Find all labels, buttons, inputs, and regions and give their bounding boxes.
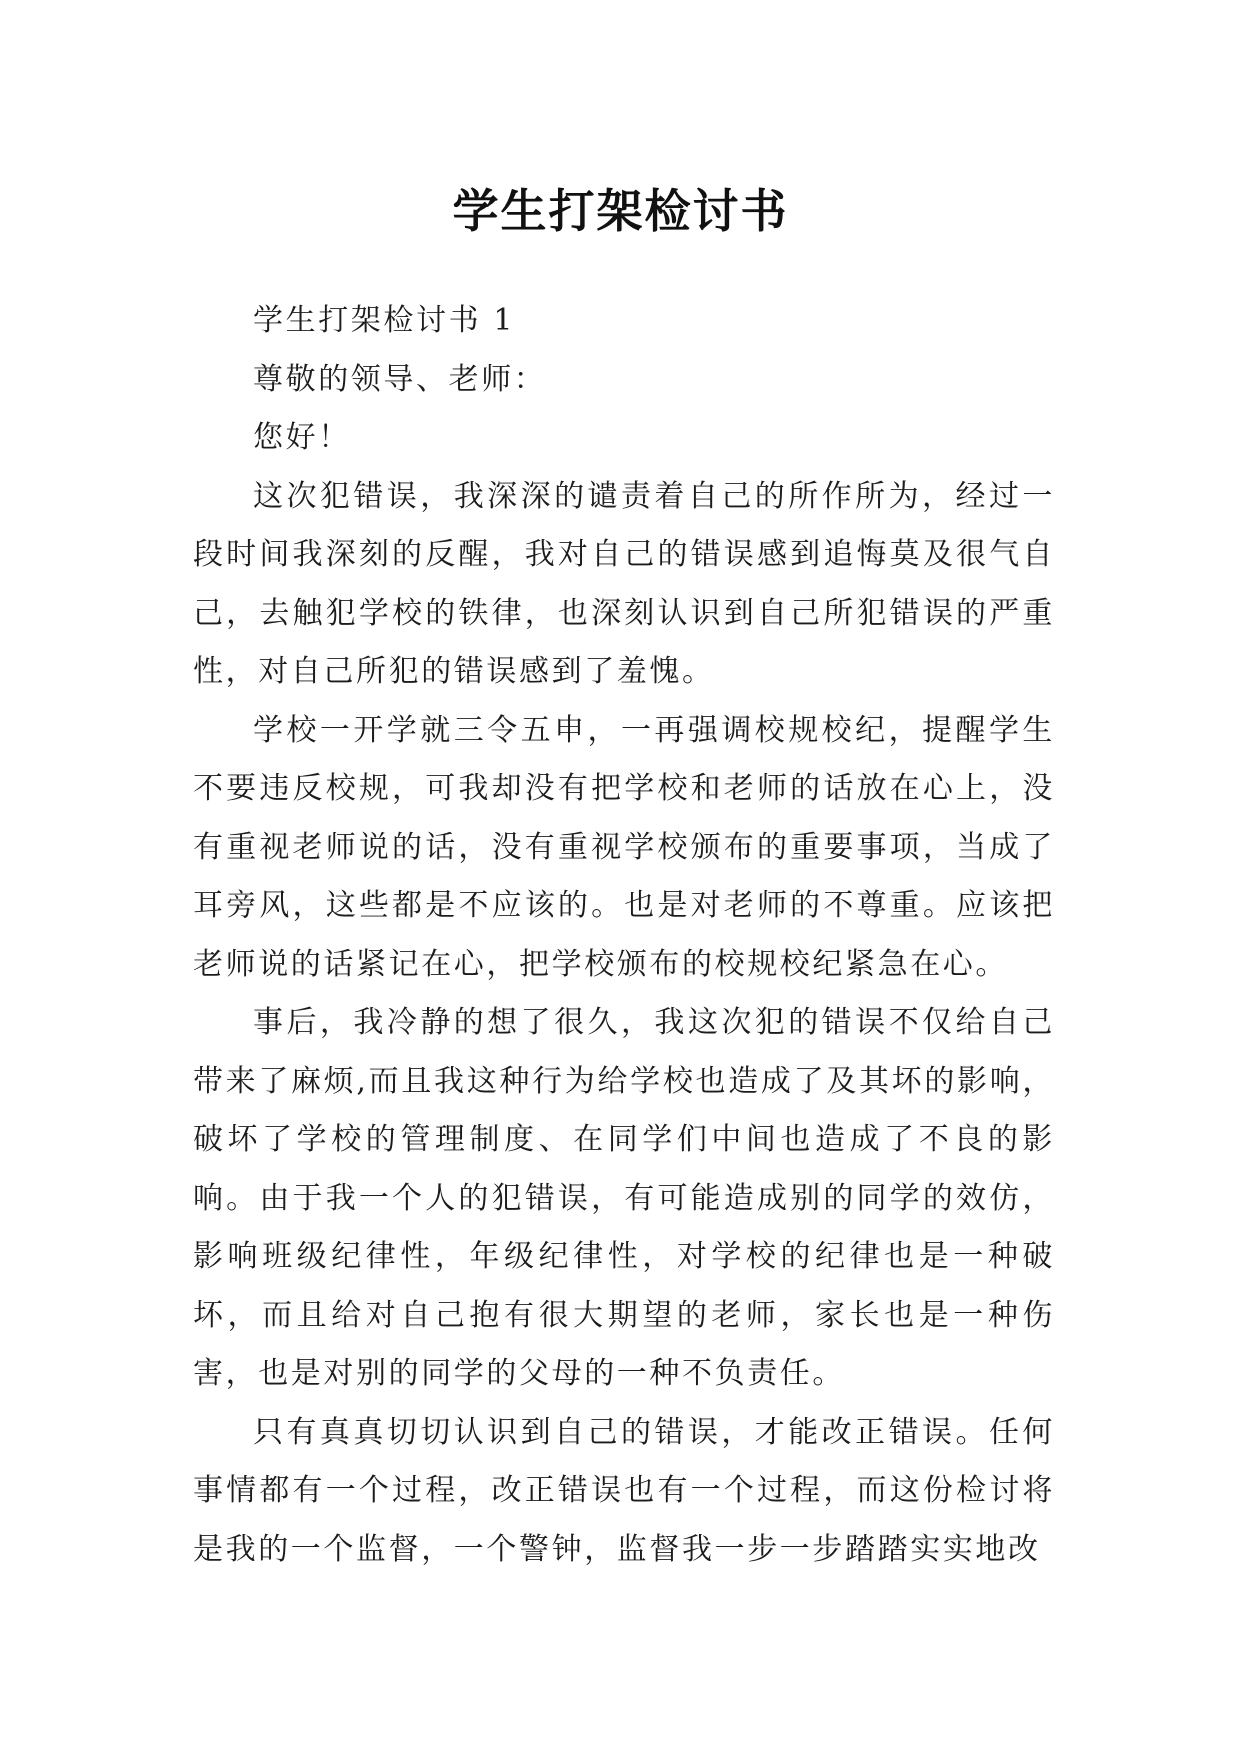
salutation: 尊敬的领导、老师： [253, 361, 547, 397]
paragraph-3: 事后，我冷静的想了很久，我这次犯的错误不仅给自己带来了麻烦,而且我这种行为给学校也造成了及其坏的影响，破坏了学校的管理制度、在同学们中间也造成了不良的影响。由于我一个人的犯错误，有可能造成别的同学的效仿，影响班级纪律性，年级纪律性，对学校的纪律也是一种破坏，而且给对自己抱有很大期望的老师，家长也是一种伤害，也是对别的同学的父母的一种不负责任。 [193, 1005, 1055, 1391]
document-body [193, 292, 1055, 1579]
document-title: 学生打架检讨书 [452, 183, 789, 238]
paragraph-1: 这次犯错误，我深深的谴责着自己的所作所为，经过一段时间我深刻的反醒，我对自己的错误感到追悔莫及很气自己，去触犯学校的铁律，也深刻认识到自己所犯错误的严重性，对自己所犯的错误感到了羞愧。 [193, 478, 1055, 689]
greeting: 您好！ [253, 420, 351, 455]
paragraph-4: 只有真真切切认识到自己的错误，才能改正错误。任何事情都有一个过程，改正错误也有一个过程，而这份检讨将是我的一个监督，一个警钟，监督我一步一步踏踏实实地改 [193, 1414, 1055, 1567]
paragraph-2: 学校一开学就三令五申，一再强调校规校纪，提醒学生不要违反校规，可我却没有把学校和老师的话放在心上，没有重视老师说的话，没有重视学校颁布的重要事项，当成了耳旁风，这些都是不应该的。也是对老师的不尊重。应该把老师说的话紧记在心，把学校颁布的校规校纪紧急在心。 [193, 712, 1055, 982]
section-heading: 学生打架检讨书 1 [253, 303, 516, 338]
